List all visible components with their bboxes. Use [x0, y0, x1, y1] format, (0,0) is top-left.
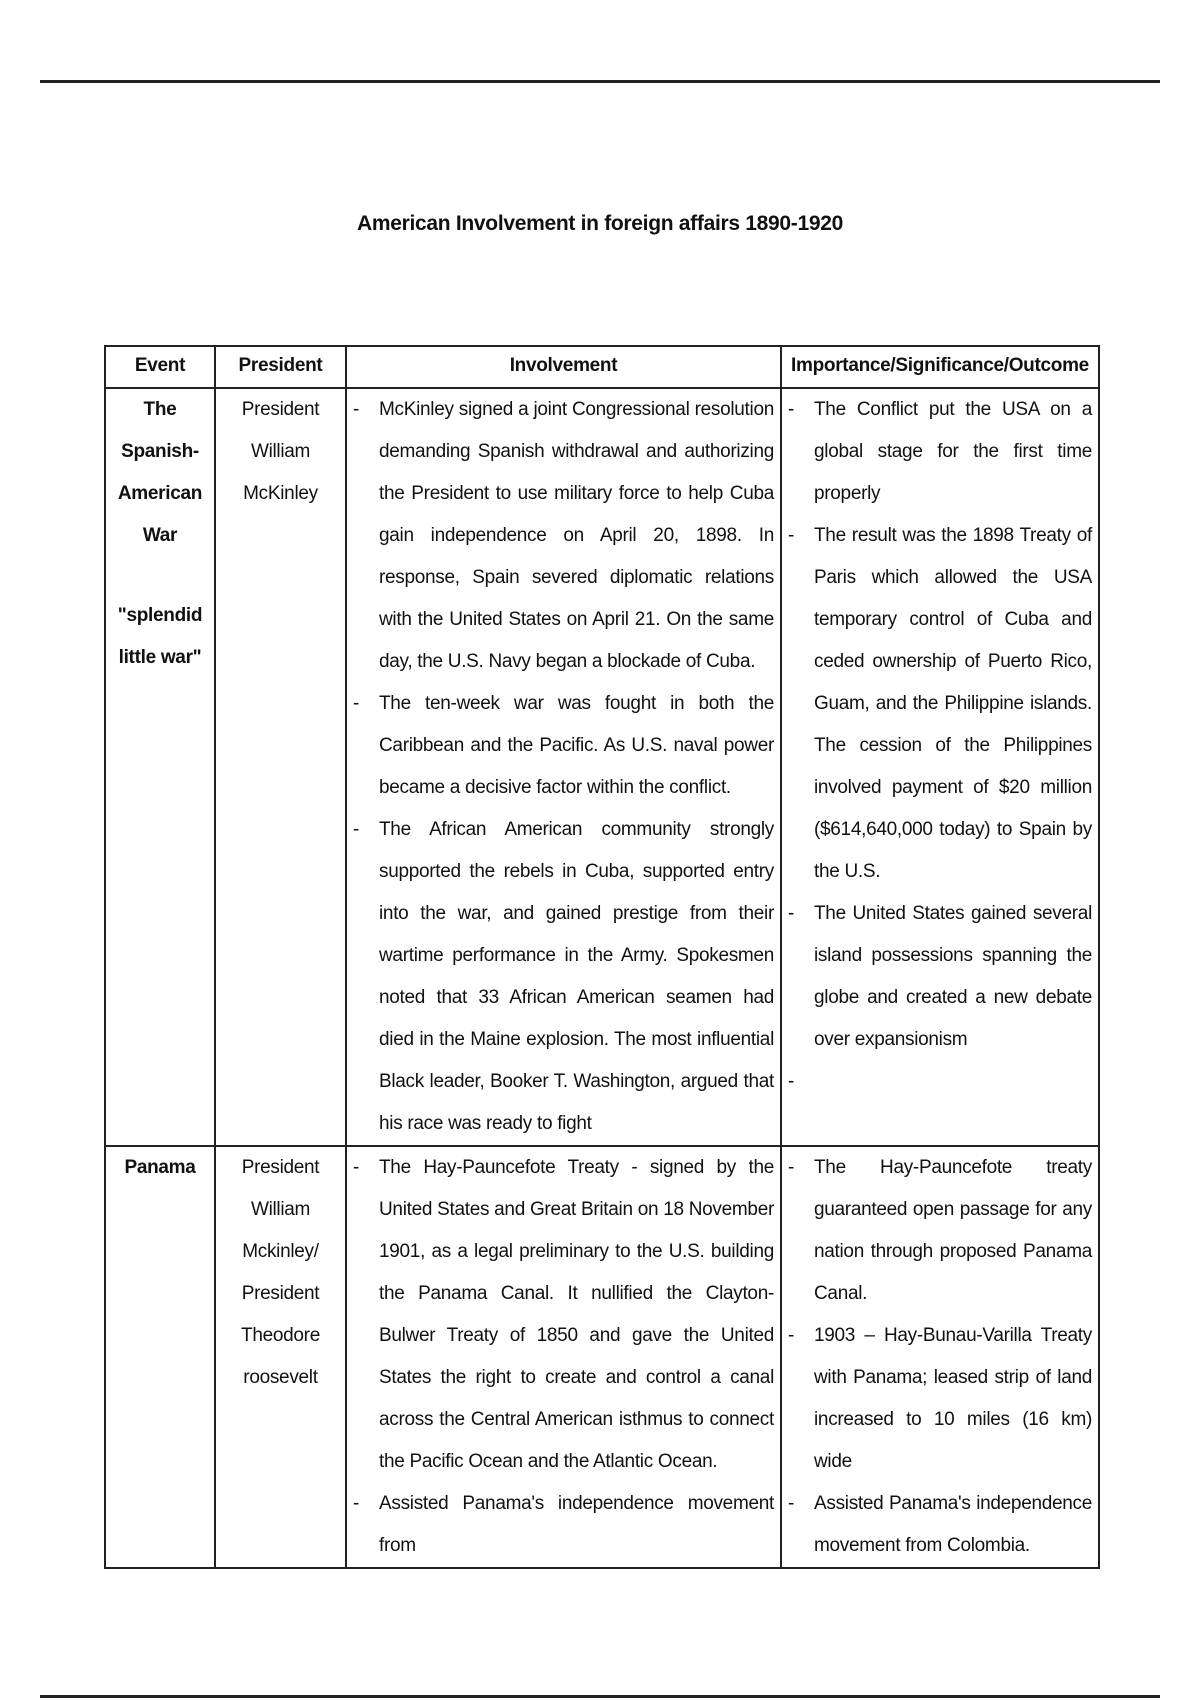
involvement-cell — [346, 388, 781, 1146]
list-item: - The Hay-Pauncefote Treaty - signed by the United States and Great Britain on 18 November 1901, as a legal preliminary to the U.S. building the Panama Canal. It nullified the Clayton-Bulwer Treaty of 1850 and gave the United States the right to create and control a canal across the Central American isthmus to connect the Pacific Ocean and the Atlantic Ocean. — [353, 1147, 774, 1483]
president-line: Mckinley/ — [242, 1241, 319, 1262]
list-item: - The African American community strongly supported the rebels in Cuba, supported entry into the war, and gained prestige from their wartime performance in the Army. Spokesmen noted that 33 African American seamen had died in the Maine explosion. The most influential Black leader, Booker T. Washington, argued that his race was ready to fight — [353, 809, 774, 1145]
event-name: The Spanish-American War — [117, 399, 203, 546]
events-table — [104, 345, 1100, 1569]
president-cell: President William McKinley — [215, 388, 346, 1146]
header-president: President — [215, 346, 346, 388]
list-item: - The United States gained several island possessions spanning the globe and created a new debate over expansionism — [788, 893, 1092, 1061]
list-item: - McKinley signed a joint Congressional resolution demanding Spanish withdrawal and authorizing the President to use military force to help Cuba gain independence on April 20, 1898. In response, Spain severed diplomatic relations with the United States on April 21. On the same day, the U.S. Navy began a blockade of Cuba. — [353, 389, 774, 683]
president-line: President — [241, 1283, 320, 1304]
header-importance: Importance/Significance/Outcome — [781, 346, 1099, 388]
document-title: American Involvement in foreign affairs 1890-1920 — [357, 212, 843, 235]
list-item: - The Conflict put the USA on a global stage for the first time properly — [788, 389, 1092, 515]
header-event: Event — [105, 346, 215, 388]
list-item: - The ten-week war was fought in both the Caribbean and the Pacific. As U.S. naval power became a decisive factor within the conflict. — [353, 683, 774, 809]
list-item: - The result was the 1898 Treaty of Paris which allowed the USA temporary control of Cuba and ceded ownership of Puerto Rico, Guam, and the Philippine islands. The cession of the Philippines involved payment of $20 million ($614,640,000 today) to Spain by the U.S. — [788, 515, 1092, 893]
president-line: roosevelt — [243, 1367, 318, 1388]
table-row-panama — [105, 1146, 1099, 1568]
list-item: - Assisted Panama's independence movement from Colombia. — [788, 1483, 1092, 1567]
list-item: - Assisted Panama's independence movement from — [353, 1483, 774, 1567]
event-cell — [105, 388, 215, 1146]
president-line: Theodore — [241, 1325, 320, 1346]
importance-cell — [781, 1146, 1099, 1568]
importance-cell — [781, 388, 1099, 1146]
table-row-spanish-american-war — [105, 388, 1099, 1146]
header-involvement: Involvement — [346, 346, 781, 388]
president-cell — [215, 1146, 346, 1568]
event-nickname: "splendid little war" — [117, 605, 203, 668]
event-cell — [105, 1146, 215, 1568]
bottom-rule — [40, 1695, 1160, 1698]
involvement-cell — [346, 1146, 781, 1568]
header-row — [105, 346, 1099, 388]
list-item: - 1903 – Hay-Bunau-Varilla Treaty with Panama; leased strip of land increased to 10 miles (16 km) wide — [788, 1315, 1092, 1483]
list-item: - The Hay-Pauncefote treaty guaranteed open passage for any nation through proposed Panama Canal. — [788, 1147, 1092, 1315]
list-item-empty — [788, 1061, 1092, 1103]
event-name: Panama — [124, 1157, 196, 1178]
president-line: President — [241, 1157, 320, 1178]
president-line: William — [250, 1199, 311, 1220]
top-rule — [40, 80, 1160, 83]
